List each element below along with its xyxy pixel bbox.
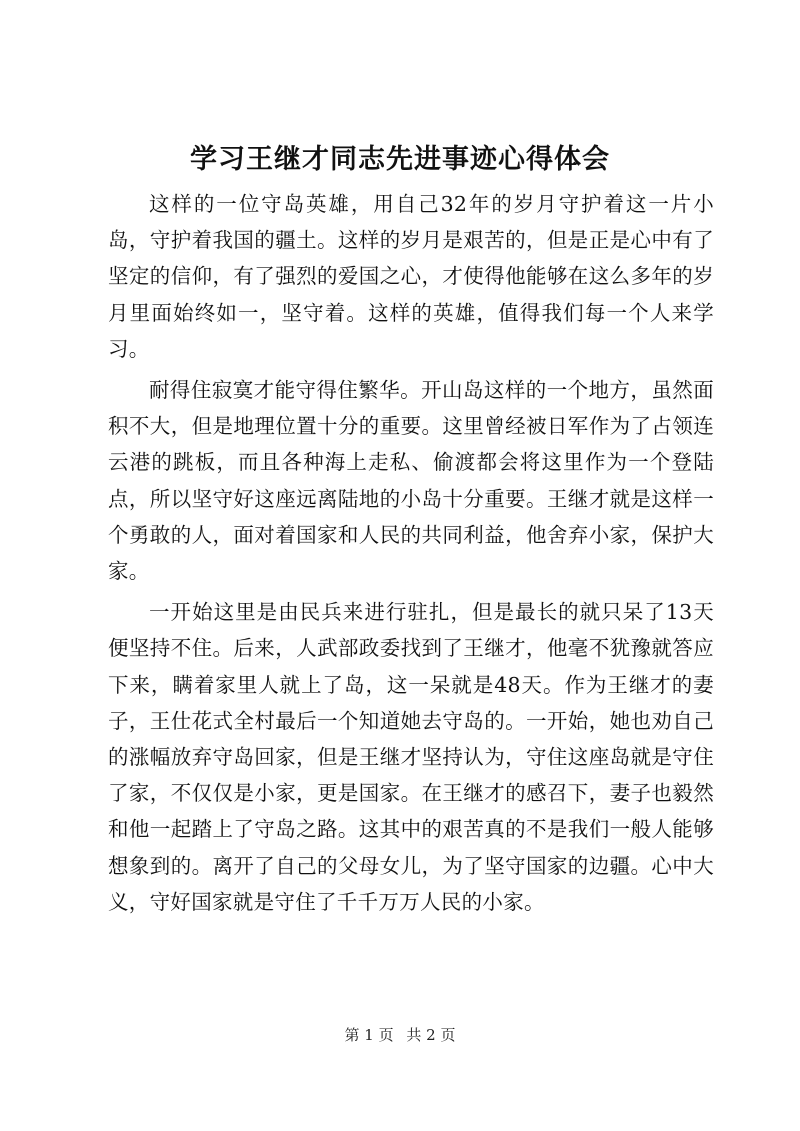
document-body [108,186,714,925]
document-title: 学习王继才同志先进事迹心得体会 [190,144,610,175]
page-number: 第 1 页 [344,1026,394,1044]
paragraph-3: 一开始这里是由民兵来进行驻扎，但是最长的就只呆了13天便坚持不住。后来，人武部政委找到了王继才，他毫不犹豫就答应下来，瞒着家里人就上了岛，这一呆就是48天。作为王继才的妻子，王仕花式全村最后一个知道她去守岛的。一开始，她也劝自己的涨幅放弃守岛回家，但是王继才坚持认为，守住这座岛就是守住了家，不仅仅是小家，更是国家。在王继才的感召下，妻子也毅然和他一起踏上了守岛之路。这其中的艰苦真的不是我们一般人能够想象到的。离开了自己的父母女儿，为了坚守国家的边疆。心中大义，守好国家就是守住了千千万万人民的小家。 [108,600,714,914]
page-total: 共 2 页 [406,1026,456,1044]
paragraph-1: 这样的一位守岛英雄，用自己32年的岁月守护着这一片小岛，守护着我国的疆土。这样的岁月是艰苦的，但是正是心中有了坚定的信仰，有了强烈的爱国之心，才使得他能够在这么多年的岁月里面始终如一，坚守着。这样的英雄，值得我们每一个人来学习。 [108,192,714,361]
page-footer [0,1025,800,1045]
paragraph-2: 耐得住寂寞才能守得住繁华。开山岛这样的一个地方，虽然面积不大，但是地理位置十分的重要。这里曾经被日军作为了占领连云港的跳板，而且各种海上走私、偷渡都会将这里作为一个登陆点，所以坚守好这座远离陆地的小岛十分重要。王继才就是这样一个勇敢的人，面对着国家和人民的共同利益，他舍弃小家，保护大家。 [108,378,714,584]
